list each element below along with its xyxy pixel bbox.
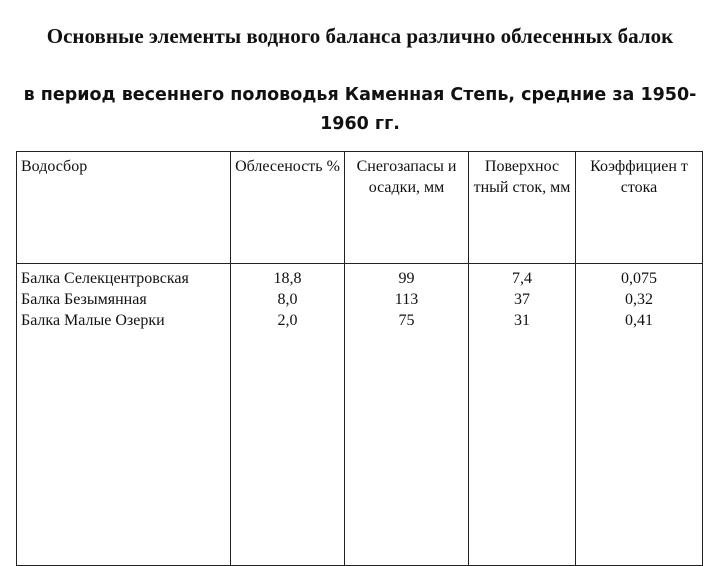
snow-precipitation-value: 75 (398, 312, 415, 329)
header-forest-cover: Облесеность % (231, 152, 345, 264)
runoff-coefficient-value: 0,32 (625, 291, 653, 308)
forest-cover-column-cell (231, 264, 345, 566)
surface-runoff-value: 37 (514, 291, 530, 308)
snow-precipitation-column-cell (345, 264, 469, 566)
forest-cover-value: 2,0 (277, 312, 298, 329)
page-title: Основные элементы водного баланса различно облесенных балок (46, 24, 674, 48)
snow-precipitation-value: 113 (394, 291, 419, 308)
runoff-coefficient-value: 0,41 (625, 312, 653, 329)
runoff-coefficient-value: 0,075 (621, 270, 657, 287)
surface-runoff-value: 7,4 (512, 270, 532, 287)
surface-runoff-value: 31 (514, 312, 530, 329)
header-watershed: Водосбор (17, 152, 231, 264)
header-surface-runoff: Поверхнос тный сток, мм (469, 152, 576, 264)
surface-runoff-column-cell (469, 264, 576, 566)
watershed-column-cell (17, 264, 231, 566)
forest-cover-value: 18,8 (273, 270, 302, 287)
watershed-name: Балка Селекцентровская (21, 270, 189, 287)
watershed-name: Балка Безымянная (21, 291, 147, 308)
table-header-row (17, 152, 703, 264)
water-balance-table (16, 151, 703, 566)
page-subtitle: в период весеннего половодья Каменная Степь, средние за 1950-1960 гг. (23, 85, 697, 134)
runoff-coefficient-column-cell (576, 264, 703, 566)
header-snow-precipitation: Снегозапасы и осадки, мм (345, 152, 469, 264)
snow-precipitation-value: 99 (398, 270, 415, 287)
header-runoff-coefficient: Коэффициен т стока (576, 152, 703, 264)
forest-cover-value: 8,0 (277, 291, 298, 308)
watershed-name: Балка Малые Озерки (21, 312, 165, 329)
table-body-row (17, 264, 703, 566)
